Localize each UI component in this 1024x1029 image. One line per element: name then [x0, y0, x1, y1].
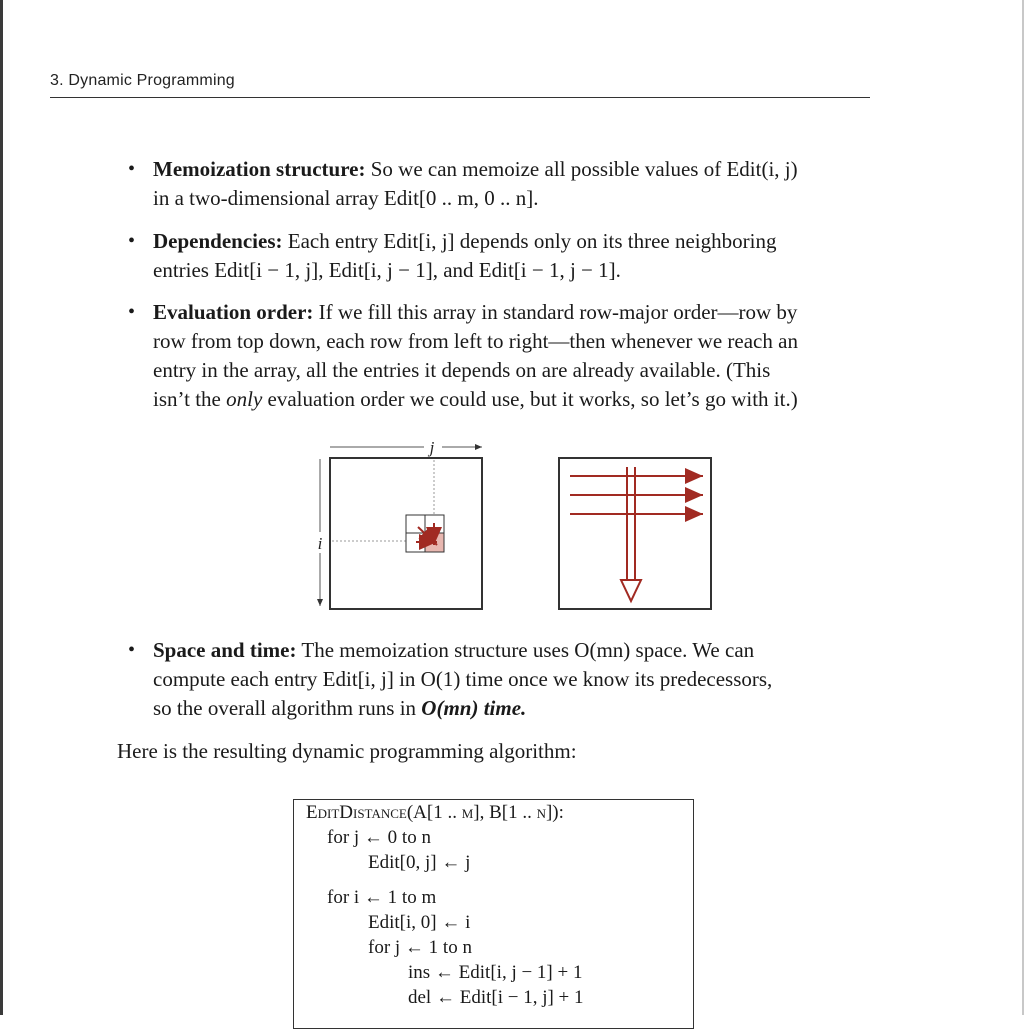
bullet-space-and-time: [128, 636, 878, 723]
bullet-text: entry in the array, all the entries it depends on are already available. (This: [153, 358, 771, 382]
algorithm-line: for j ← 0 to n: [327, 827, 431, 848]
bullet-text: entries Edit[i − 1, j], Edit[i, j − 1], and Edit[i − 1, j − 1].: [153, 258, 621, 282]
bullet-text: compute each entry Edit[i, j] in O(1) time once we know its predecessors,: [153, 667, 773, 691]
bullet-text: If we fill this array in standard row-major order—row by: [318, 300, 798, 324]
bullet-dot: •: [128, 639, 136, 661]
algorithm-line: ins ← Edit[i, j − 1] + 1: [408, 962, 583, 983]
bullet-dot: •: [128, 301, 136, 323]
section-title: 3. Dynamic Programming: [50, 72, 235, 89]
bullet-text: evaluation order we could use, but it works, so let’s go with it.): [267, 387, 798, 411]
bullet-text: The memoization structure uses O(mn) space. We can: [301, 638, 755, 662]
bullet-evaluation-order: [128, 298, 878, 414]
bullet-text: Each entry Edit[i, j] depends only on its three neighboring: [287, 229, 777, 253]
running-head: [50, 70, 870, 98]
bullet-dot: •: [128, 158, 136, 180]
algorithm-line: for j ← 1 to n: [368, 937, 472, 958]
intro-paragraph: Here is the resulting dynamic programming algorithm:: [117, 739, 577, 763]
bullet-memoization: [128, 155, 878, 213]
down-arrow-head: [621, 580, 641, 601]
bullet-title: Memoization structure:: [153, 157, 366, 181]
algorithm-box: [293, 799, 694, 1029]
bullet-text: isn’t the: [153, 387, 221, 411]
algorithm-line: for i ← 1 to m: [327, 887, 437, 908]
bullet-text: So we can memoize all possible values of Edit(i, j): [370, 157, 798, 181]
i-axis-label: i: [317, 534, 323, 553]
algorithm-line: Edit[i, 0] ← i: [368, 912, 471, 933]
algorithm-signature: EditDistance(A[1 .. m], B[1 .. n]):: [306, 802, 564, 823]
bullet-dependencies: [128, 227, 878, 285]
bullet-dot: •: [128, 230, 136, 252]
emphasis: O(mn) time.: [421, 696, 527, 720]
bullet-text: so the overall algorithm runs in: [153, 696, 417, 720]
j-axis-label: j: [429, 438, 435, 457]
cell-neighborhood: [406, 515, 444, 552]
bullet-text: in a two-dimensional array Edit[0 .. m, 0 .. n].: [153, 186, 539, 210]
array-box-left: [330, 458, 482, 609]
algorithm-line: Edit[0, j] ← j: [368, 852, 471, 873]
bullet-title: Space and time:: [153, 638, 297, 662]
dependency-arrow-diagonal: [418, 527, 437, 545]
algorithm-line: del ← Edit[i − 1, j] + 1: [408, 987, 584, 1008]
page-left-edge: [0, 0, 3, 1015]
array-box-right: [559, 458, 711, 609]
bullet-text: row from top down, each row from left to right—then whenever we reach an: [153, 329, 798, 353]
current-cell: [425, 533, 444, 552]
bullet-title: Evaluation order:: [153, 300, 314, 324]
bullet-title: Dependencies:: [153, 229, 283, 253]
emphasis: only: [226, 387, 263, 411]
